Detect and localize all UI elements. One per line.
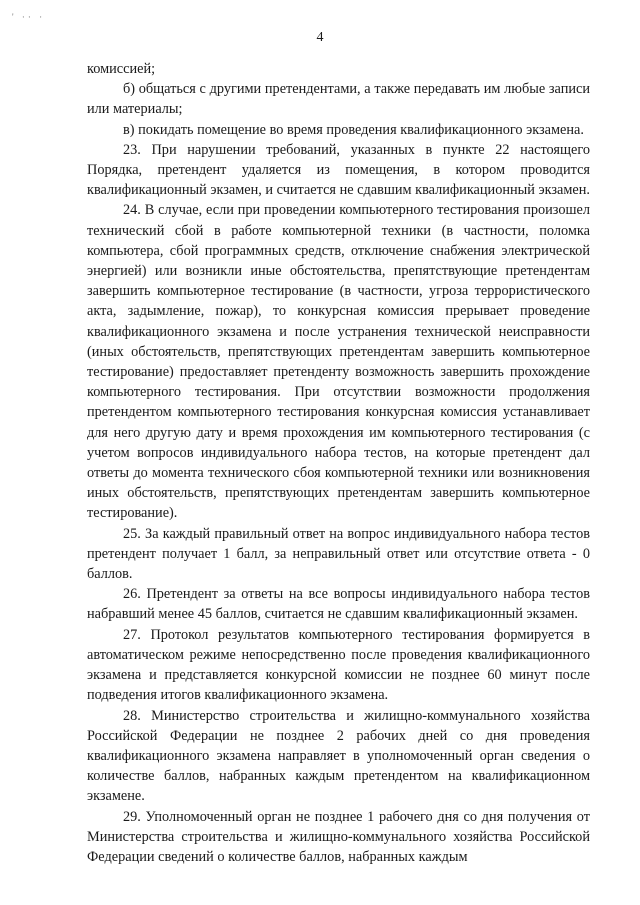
paragraph-continuation: комиссией;	[87, 61, 156, 77]
paragraph-item-b: б) общаться с другими претендентами, а также передавать им любые записи или материалы;	[87, 81, 590, 118]
paragraph-28: 28. Министерство строительства и жилищно-коммунального хозяйства Российской Федерации не позднее 2 рабочих дней со дня проведения квалификационного экзамена направляет в уполномоченный орган сведения о количестве баллов, набранных каждым претендентом на квалификационном экзамене.	[87, 707, 590, 805]
paragraph-23: 23. При нарушении требований, указанных в пункте 22 настоящего Порядка, претендент удаляется из помещения, в котором проводится квалификационный экзамен, и считается не сдавшим квалификационный экзамен.	[87, 141, 590, 199]
paragraph-26: 26. Претендент за ответы на все вопросы индивидуального набора тестов набравший менее 45 баллов, считается не сдавшим квалификационный экзамен.	[87, 586, 590, 623]
paragraph-27: 27. Протокол результатов компьютерного тестирования формируется в автоматическом режиме непосредственно после проведения квалификационного экзамена и представляется конкурсной комиссии не позднее 60 минут после подведения итогов квалификационного экзамена.	[87, 626, 590, 704]
paragraph-24: 24. В случае, если при проведении компьютерного тестирования произошел технический сбой в работе компьютерной техники (в частности, поломка компьютера, сбой программных средств, отключение снабжения электрической энергией) или возникли иные обстоятельства, препятствующие претендентам завершить компьютерное тестирование (в частности, угроза террористического акта, задымление, пожар), то конкурсная комиссия прерывает проведение квалификационного экзамена и после устранения технической неисправности (иных обстоятельств, препятствующих претендентам завершить компьютерное тестирование) предоставляет претенденту возможность завершить прохождение компьютерного тестирования. При отсутствии возможности продолжения претендентом компьютерного тестирования конкурсная комиссия устанавливает для него другую дату и время прохождения им компьютерного тестирования (с учетом вопросов индивидуального набора тестов, на которые претендент дал ответы до момента технического сбоя компьютерной техники или возникновения иных обстоятельств, препятствующих претендентам завершить компьютерное тестирование).	[87, 202, 590, 522]
paragraph-25: 25. За каждый правильный ответ на вопрос индивидуального набора тестов претендент получает 1 балл, за неправильный ответ или отсутствие ответа - 0 баллов.	[87, 525, 590, 583]
paragraph-item-v: в) покидать помещение во время проведения квалификационного экзамена.	[123, 121, 584, 138]
paragraph-29: 29. Уполномоченный орган не позднее 1 рабочего дня со дня получения от Министерства строительства и жилищно-коммунального хозяйства Российской Федерации сведений о количестве баллов, набранных каждым	[87, 808, 590, 865]
page-number: 4	[316, 30, 324, 45]
document-body	[87, 59, 590, 867]
corner-marks: ' ·· ·	[12, 12, 46, 22]
